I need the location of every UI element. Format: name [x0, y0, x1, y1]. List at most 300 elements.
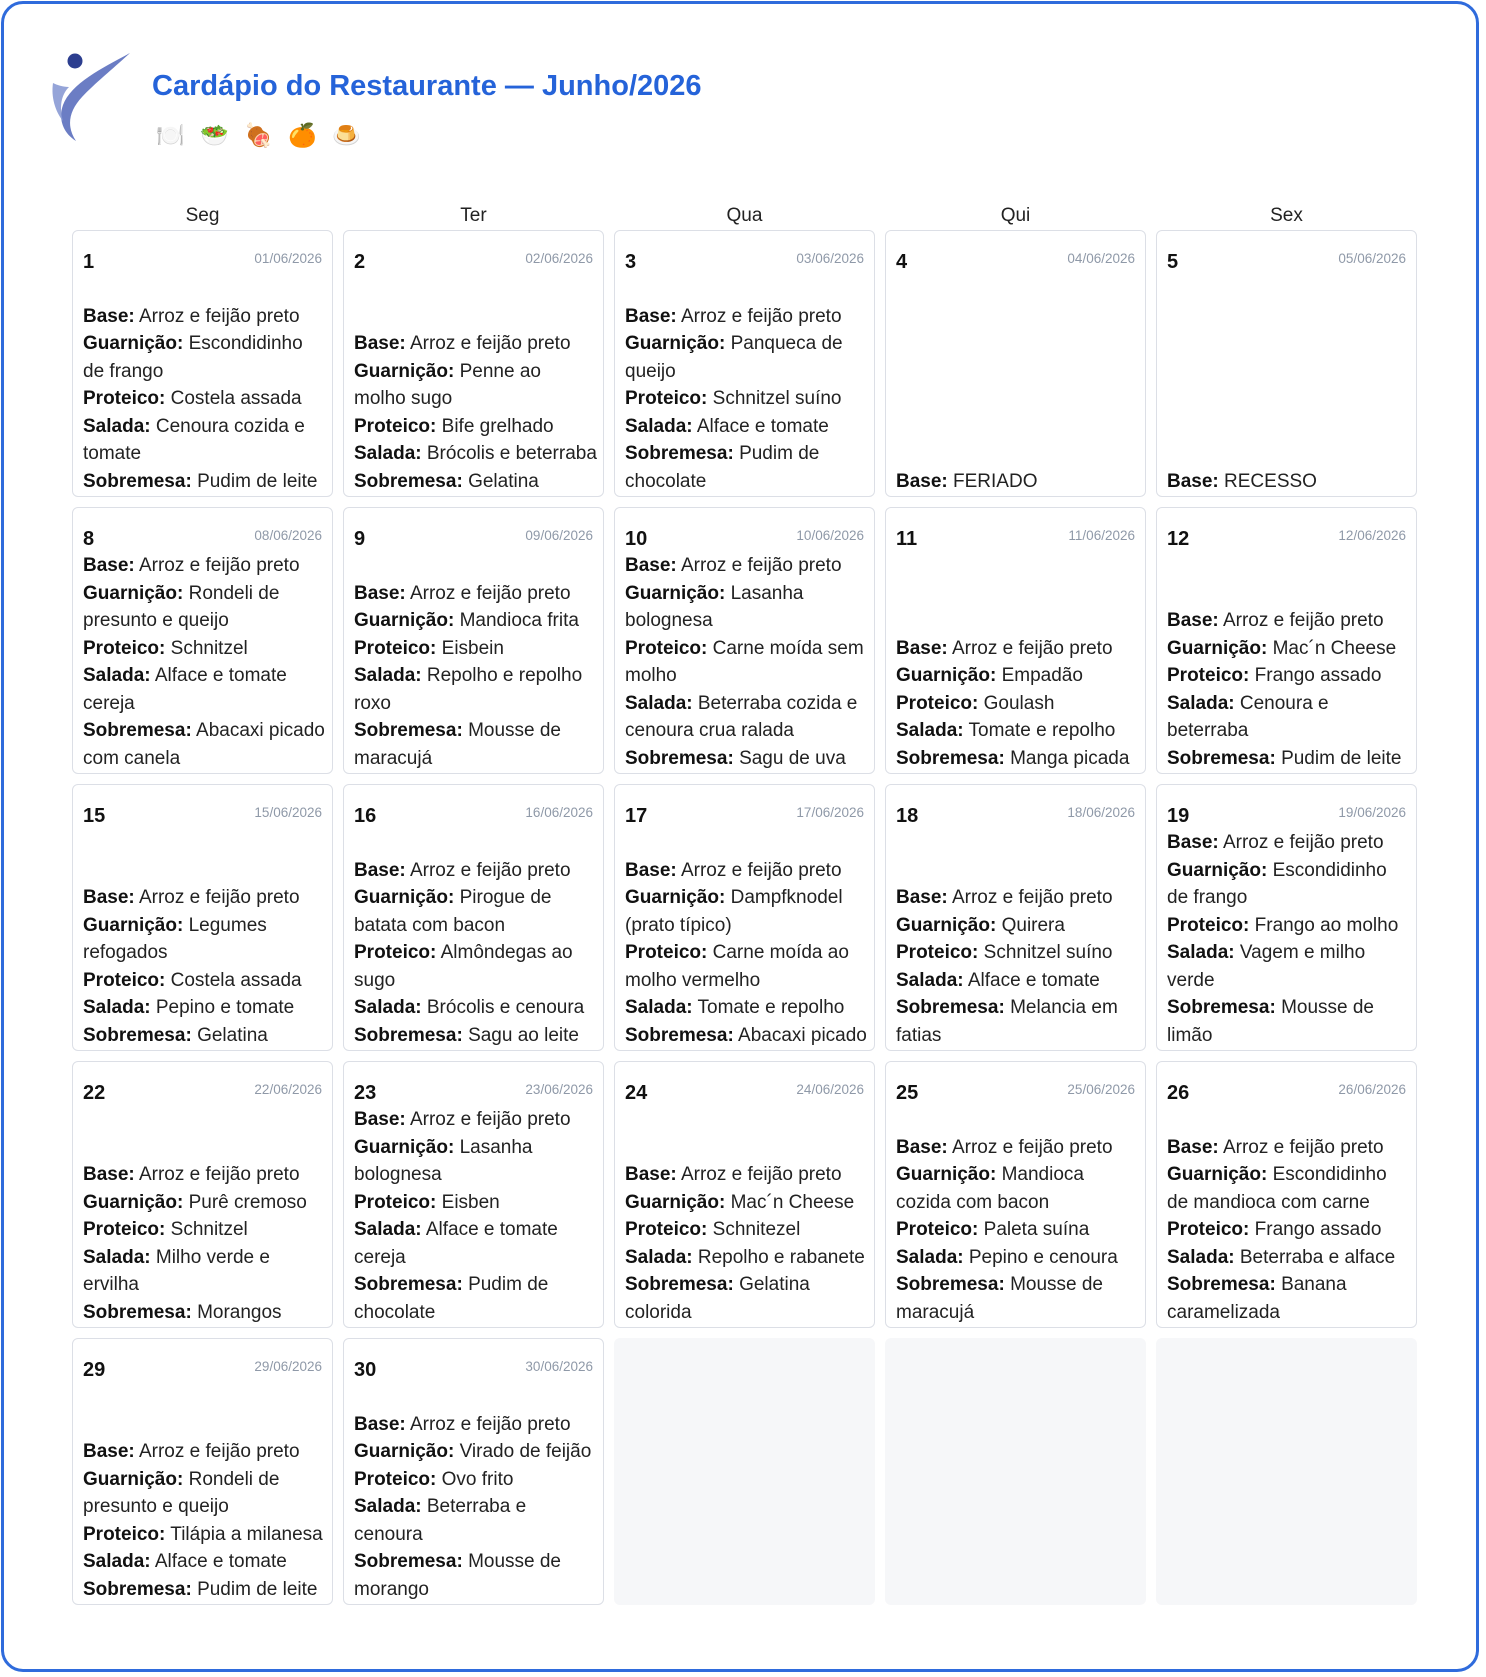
menu-value-salada: Alface e tomate [967, 969, 1100, 991]
day-cell [343, 507, 604, 774]
menu-item-guarnicao [1167, 857, 1410, 912]
menu-item-salada [83, 413, 326, 468]
menu-value-salada: Beterraba e cenoura [354, 1496, 527, 1545]
menu-value-base: Arroz e feijão preto [951, 1136, 1113, 1158]
menu-item-guarnicao [354, 1134, 597, 1189]
menu-label-base: Base: [1167, 610, 1219, 631]
menu-item-proteico [83, 967, 326, 995]
menu-label-sobremesa: Sobremesa: [354, 1551, 463, 1572]
menu-value-salada: Tomate e repolho [697, 997, 845, 1018]
menu-label-proteico: Proteico: [83, 969, 166, 991]
menu-label-salada: Salada: [83, 1551, 151, 1572]
menu-item-guarnicao [354, 607, 597, 635]
menu-value-sobremesa: Pudim de chocolate [625, 443, 820, 492]
menu-item-base [1167, 1134, 1410, 1162]
menu-label-salada: Salada: [625, 692, 693, 714]
menu-label-base: Base: [83, 305, 135, 327]
day-cell [343, 784, 604, 1051]
day-cell [885, 230, 1146, 497]
menu-item-salada [354, 994, 597, 1022]
menu-label-sobremesa: Sobremesa: [625, 1024, 734, 1046]
day-date: 23/06/2026 [525, 1082, 593, 1097]
menu-label-base: Base: [83, 1441, 135, 1462]
menu-item-salada [1167, 939, 1410, 994]
menu-label-proteico: Proteico: [625, 637, 708, 659]
menu-item-sobremesa [1167, 994, 1410, 1049]
menu-label-base: Base: [83, 555, 135, 576]
menu-value-guarnicao: Rondeli de presunto e queijo [83, 1468, 280, 1517]
day-cell [72, 507, 333, 774]
menu-label-proteico: Proteico: [83, 1219, 166, 1240]
menu-label-base: Base: [354, 1413, 406, 1435]
day-cell [72, 230, 333, 497]
menu-label-proteico: Proteico: [354, 1191, 437, 1213]
menu-label-proteico: Proteico: [83, 388, 166, 409]
day-date: 12/06/2026 [1338, 528, 1406, 543]
menu-label-guarnicao: Guarnição: [1167, 637, 1268, 659]
day-number: 30 [354, 1359, 377, 1381]
menu-label-salada: Salada: [83, 665, 151, 686]
day-number: 12 [1167, 528, 1190, 550]
menu-label-salada: Salada: [1167, 942, 1235, 963]
menu-value-salada: Repolho e rabanete [697, 1246, 865, 1268]
menu-value-proteico: Eisben [441, 1191, 500, 1213]
day-cell [343, 1338, 604, 1605]
menu-item-salada [625, 690, 868, 745]
menu-item-salada [896, 967, 1139, 995]
menu-value-base: Arroz e feijão preto [1222, 1136, 1384, 1158]
menu-value-base: RECESSO [1224, 470, 1317, 492]
menu-value-base: Arroz e feijão preto [1222, 832, 1384, 853]
menu-label-base: Base: [354, 1109, 406, 1130]
menu-label-salada: Salada: [83, 415, 151, 437]
day-menu [354, 580, 597, 773]
menu-label-base: Base: [354, 582, 406, 604]
menu-value-sobremesa: Gelatina colorida [625, 1274, 810, 1323]
day-menu [625, 857, 868, 1050]
menu-label-base: Base: [896, 637, 948, 659]
menu-value-proteico: Paleta suína [983, 1219, 1090, 1240]
day-cell [614, 1061, 875, 1328]
day-menu [83, 303, 326, 496]
menu-label-proteico: Proteico: [625, 1219, 708, 1240]
menu-label-base: Base: [354, 333, 406, 354]
menu-value-guarnicao: Panqueca de queijo [625, 333, 843, 382]
menu-label-sobremesa: Sobremesa: [354, 1024, 463, 1046]
menu-value-guarnicao: Purê cremoso [188, 1191, 307, 1213]
day-cell [1156, 1061, 1417, 1328]
day-number: 15 [83, 805, 106, 827]
menu-label-guarnicao: Guarnição: [896, 914, 997, 936]
menu-label-guarnicao: Guarnição: [354, 360, 455, 382]
day-cell [72, 1061, 333, 1328]
day-number: 16 [354, 805, 377, 827]
day-menu [625, 552, 868, 772]
menu-label-sobremesa: Sobremesa: [354, 1274, 463, 1295]
menu-label-guarnicao: Guarnição: [83, 582, 184, 604]
menu-value-sobremesa: Banana caramelizada [1167, 1274, 1347, 1323]
day-cell [1156, 784, 1417, 1051]
menu-value-guarnicao: Escondidinho de frango [1167, 859, 1387, 908]
menu-value-sobremesa: Melancia em fatias [896, 997, 1118, 1046]
menu-value-guarnicao: Rondeli de presunto e queijo [83, 582, 280, 631]
menu-value-base: Arroz e feijão preto [680, 859, 842, 881]
meat-icon: 🍖 [244, 122, 273, 148]
menu-value-guarnicao: Empadão [1001, 665, 1083, 686]
menu-item-base [625, 1161, 868, 1189]
day-date: 05/06/2026 [1338, 251, 1406, 266]
menu-value-base: Arroz e feijão preto [951, 887, 1113, 908]
day-cell [1156, 507, 1417, 774]
day-cell [343, 230, 604, 497]
day-menu [896, 635, 1139, 773]
menu-item-proteico [896, 1216, 1139, 1244]
day-date: 24/06/2026 [796, 1082, 864, 1097]
menu-value-salada: Pepino e cenoura [968, 1246, 1118, 1268]
day-number: 26 [1167, 1082, 1190, 1104]
menu-value-proteico: Costela assada [170, 388, 302, 409]
menu-value-guarnicao: Lasanha bolognesa [354, 1136, 533, 1185]
day-cell [885, 784, 1146, 1051]
day-cell [1156, 230, 1417, 497]
menu-label-guarnicao: Guarnição: [83, 1468, 184, 1490]
menu-value-sobremesa: Pudim de leite [197, 470, 318, 492]
menu-label-base: Base: [896, 1136, 948, 1158]
menu-item-proteico [1167, 1216, 1410, 1244]
menu-value-guarnicao: Lasanha bolognesa [625, 582, 804, 631]
menu-value-salada: Brócolis e cenoura [426, 997, 585, 1018]
menu-value-guarnicao: Virado de feijão [459, 1441, 592, 1462]
day-number: 4 [896, 251, 908, 273]
menu-label-salada: Salada: [354, 997, 422, 1018]
menu-value-base: Arroz e feijão preto [1222, 610, 1384, 631]
menu-value-proteico: Bife grelhado [441, 415, 554, 437]
menu-label-guarnicao: Guarnição: [1167, 859, 1268, 881]
menu-label-base: Base: [625, 555, 677, 576]
menu-label-sobremesa: Sobremesa: [625, 1274, 734, 1295]
menu-item-sobremesa [625, 1022, 868, 1050]
day-date: 02/06/2026 [525, 251, 593, 266]
menu-item-base [896, 1134, 1139, 1162]
menu-label-proteico: Proteico: [354, 637, 437, 659]
menu-label-base: Base: [625, 305, 677, 327]
day-menu [1167, 607, 1410, 772]
menu-item-salada [625, 413, 868, 441]
menu-item-salada [83, 1548, 326, 1576]
day-cell [343, 1061, 604, 1328]
menu-item-guarnicao [896, 1161, 1139, 1216]
menu-item-sobremesa [896, 994, 1139, 1049]
day-date: 19/06/2026 [1338, 805, 1406, 820]
menu-item-salada [83, 994, 326, 1022]
weekday-header [72, 203, 1417, 229]
day-cell [614, 230, 875, 497]
menu-label-proteico: Proteico: [354, 942, 437, 963]
menu-label-salada: Salada: [1167, 1246, 1235, 1268]
menu-item-salada [1167, 690, 1410, 745]
day-number: 2 [354, 251, 366, 273]
menu-item-proteico [1167, 912, 1410, 940]
calendar-grid [72, 230, 1417, 1605]
menu-item-base [354, 330, 597, 358]
menu-label-guarnicao: Guarnição: [83, 1191, 184, 1213]
menu-value-proteico: Schnitzel suíno [712, 388, 842, 409]
menu-item-proteico [83, 1216, 326, 1244]
menu-value-sobremesa: Mousse de maracujá [354, 720, 562, 769]
menu-value-guarnicao: Mac´n Cheese [1272, 637, 1397, 659]
menu-label-proteico: Proteico: [354, 415, 437, 437]
empty-day-cell [1156, 1338, 1417, 1605]
page-title: Cardápio do Restaurante — Junho/2026 [152, 70, 702, 102]
menu-value-base: Arroz e feijão preto [680, 1164, 842, 1185]
menu-label-salada: Salada: [354, 665, 422, 686]
menu-label-salada: Salada: [896, 1246, 964, 1268]
day-number: 23 [354, 1082, 377, 1104]
menu-value-base: Arroz e feijão preto [680, 555, 842, 576]
menu-item-base [83, 1438, 326, 1466]
menu-label-salada: Salada: [896, 720, 964, 741]
menu-item-base [625, 303, 868, 331]
menu-value-salada: Tomate e repolho [968, 720, 1116, 741]
menu-label-sobremesa: Sobremesa: [896, 747, 1005, 769]
menu-value-sobremesa: Gelatina [468, 470, 539, 492]
day-number: 3 [625, 251, 637, 273]
menu-item-proteico [83, 1521, 326, 1549]
menu-item-base [896, 635, 1139, 663]
menu-item-salada [83, 1244, 326, 1299]
day-date: 11/06/2026 [1068, 528, 1135, 543]
menu-label-proteico: Proteico: [625, 388, 708, 409]
menu-item-salada [896, 717, 1139, 745]
day-menu [354, 857, 597, 1050]
day-number: 17 [625, 805, 648, 827]
menu-label-sobremesa: Sobremesa: [83, 470, 192, 492]
menu-label-base: Base: [625, 1164, 677, 1185]
menu-value-guarnicao: Quirera [1001, 914, 1065, 936]
day-number: 22 [83, 1082, 106, 1104]
menu-label-sobremesa: Sobremesa: [896, 997, 1005, 1018]
day-date: 30/06/2026 [525, 1359, 593, 1374]
menu-value-base: Arroz e feijão preto [409, 1413, 571, 1435]
menu-value-guarnicao: Legumes refogados [83, 914, 267, 963]
menu-label-proteico: Proteico: [625, 942, 708, 963]
menu-label-proteico: Proteico: [1167, 665, 1250, 686]
menu-item-sobremesa [83, 468, 326, 496]
menu-item-base [1167, 829, 1410, 857]
day-number: 5 [1167, 251, 1179, 273]
menu-item-guarnicao [625, 330, 868, 385]
day-menu [83, 1161, 326, 1326]
menu-item-sobremesa [83, 717, 326, 772]
day-date: 22/06/2026 [254, 1082, 322, 1097]
menu-value-salada: Brócolis e beterraba [426, 443, 597, 464]
menu-value-salada: Cenoura cozida e tomate [83, 415, 305, 464]
day-number: 11 [896, 528, 918, 550]
menu-item-guarnicao [625, 884, 868, 939]
menu-label-salada: Salada: [354, 1219, 422, 1240]
menu-label-proteico: Proteico: [896, 1219, 979, 1240]
menu-label-sobremesa: Sobremesa: [83, 1301, 192, 1323]
menu-item-salada [354, 1493, 597, 1548]
day-menu [625, 1161, 868, 1326]
menu-label-sobremesa: Sobremesa: [354, 720, 463, 741]
menu-item-guarnicao [354, 1438, 597, 1466]
menu-value-base: FERIADO [953, 470, 1038, 492]
menu-value-proteico: Carne moída ao molho vermelho [625, 942, 849, 991]
menu-label-sobremesa: Sobremesa: [354, 470, 463, 492]
menu-label-sobremesa: Sobremesa: [1167, 997, 1276, 1018]
menu-value-salada: Beterraba e alface [1239, 1246, 1396, 1268]
day-date: 01/06/2026 [254, 251, 322, 266]
menu-label-base: Base: [83, 887, 135, 908]
menu-value-sobremesa: Sagu ao leite [468, 1024, 579, 1046]
day-date: 10/06/2026 [796, 528, 864, 543]
menu-value-proteico: Almôndegas ao sugo [354, 942, 573, 991]
menu-label-guarnicao: Guarnição: [625, 1191, 726, 1213]
menu-item-sobremesa [354, 468, 597, 496]
menu-value-base: Arroz e feijão preto [138, 555, 300, 576]
menu-value-sobremesa: Sagu de uva [739, 747, 846, 769]
weekday-seg: Seg [185, 205, 220, 226]
menu-value-guarnicao: Mac´n Cheese [730, 1191, 855, 1213]
menu-value-proteico: Frango ao molho [1254, 914, 1399, 936]
menu-item-salada [354, 1216, 597, 1271]
day-cell [885, 507, 1146, 774]
menu-value-salada: Milho verde e ervilha [83, 1246, 270, 1295]
menu-item-proteico [83, 385, 326, 413]
weekday-ter: Ter [460, 205, 487, 226]
empty-day-cell [885, 1338, 1146, 1605]
menu-value-base: Arroz e feijão preto [951, 637, 1113, 659]
menu-item-proteico [896, 690, 1139, 718]
menu-value-salada: Vagem e milho verde [1167, 942, 1366, 991]
salad-icon: 🥗 [200, 122, 229, 148]
day-number: 25 [896, 1082, 919, 1104]
day-date: 03/06/2026 [796, 251, 864, 266]
menu-label-proteico: Proteico: [896, 692, 979, 714]
menu-label-guarnicao: Guarnição: [896, 665, 997, 686]
menu-item-proteico [625, 939, 868, 994]
menu-item-sobremesa [896, 745, 1139, 773]
menu-item-proteico [625, 1216, 868, 1244]
day-menu [896, 884, 1139, 1049]
menu-value-sobremesa: Pudim de leite [197, 1578, 318, 1600]
menu-value-base: Arroz e feijão preto [680, 305, 842, 327]
menu-item-proteico [625, 385, 868, 413]
menu-label-base: Base: [1167, 832, 1219, 853]
day-cell [614, 784, 875, 1051]
menu-label-guarnicao: Guarnição: [896, 1164, 997, 1185]
menu-item-guarnicao [1167, 635, 1410, 663]
menu-label-salada: Salada: [354, 1496, 422, 1517]
day-menu [896, 1134, 1139, 1327]
menu-value-base: Arroz e feijão preto [138, 887, 300, 908]
menu-label-sobremesa: Sobremesa: [1167, 747, 1276, 769]
menu-value-salada: Beterraba cozida e cenoura crua ralada [625, 692, 858, 741]
menu-item-guarnicao [625, 580, 868, 635]
menu-label-sobremesa: Sobremesa: [83, 1578, 192, 1600]
menu-item-proteico [354, 1466, 597, 1494]
menu-item-salada [354, 440, 597, 468]
menu-value-guarnicao: Mandioca frita [459, 610, 579, 631]
menu-value-proteico: Schnitzel [170, 1219, 248, 1240]
menu-label-sobremesa: Sobremesa: [896, 1274, 1005, 1295]
day-cell [614, 507, 875, 774]
menu-value-guarnicao: Escondidinho de mandioca com carne [1167, 1164, 1387, 1213]
menu-value-proteico: Goulash [983, 692, 1055, 714]
menu-value-sobremesa: Abacaxi picado com canela [83, 720, 325, 769]
menu-label-guarnicao: Guarnição: [625, 887, 726, 908]
menu-label-base: Base: [896, 887, 948, 908]
day-date: 16/06/2026 [525, 805, 593, 820]
menu-label-sobremesa: Sobremesa: [625, 747, 734, 769]
day-menu [83, 1438, 326, 1603]
menu-label-base: Base: [83, 1164, 135, 1185]
menu-item-base [83, 884, 326, 912]
menu-item-proteico [354, 413, 597, 441]
menu-label-sobremesa: Sobremesa: [83, 720, 192, 741]
menu-value-proteico: Frango assado [1254, 665, 1382, 686]
menu-label-proteico: Proteico: [354, 1468, 437, 1490]
day-cell [72, 784, 333, 1051]
day-date: 17/06/2026 [796, 805, 864, 820]
menu-label-guarnicao: Guarnição: [83, 914, 184, 936]
menu-value-base: Arroz e feijão preto [138, 1441, 300, 1462]
menu-label-sobremesa: Sobremesa: [625, 443, 734, 464]
menu-item-base [1167, 468, 1410, 496]
menu-label-guarnicao: Guarnição: [1167, 1164, 1268, 1185]
menu-label-base: Base: [1167, 1136, 1219, 1158]
day-menu [354, 330, 597, 495]
menu-value-proteico: Ovo frito [441, 1468, 514, 1490]
menu-value-sobremesa: Morangos [197, 1301, 282, 1323]
orange-icon: 🍊 [288, 122, 317, 148]
menu-item-sobremesa [1167, 745, 1410, 773]
menu-item-sobremesa [625, 440, 868, 495]
day-date: 29/06/2026 [254, 1359, 322, 1374]
menu-item-proteico [354, 939, 597, 994]
menu-label-salada: Salada: [625, 997, 693, 1018]
menu-label-guarnicao: Guarnição: [625, 333, 726, 354]
day-menu [625, 303, 868, 496]
menu-item-base [354, 1106, 597, 1134]
menu-item-sobremesa [354, 1271, 597, 1326]
day-number: 10 [625, 528, 648, 550]
menu-label-proteico: Proteico: [83, 637, 166, 659]
menu-item-guarnicao [83, 1466, 326, 1521]
menu-value-salada: Alface e tomate cereja [83, 665, 287, 714]
menu-value-guarnicao: Penne ao molho sugo [354, 360, 541, 409]
menu-item-proteico [354, 635, 597, 663]
day-menu [1167, 468, 1410, 496]
menu-item-guarnicao [896, 662, 1139, 690]
menu-label-guarnicao: Guarnição: [354, 1441, 455, 1462]
menu-item-guarnicao [83, 1189, 326, 1217]
menu-item-base [625, 857, 868, 885]
day-number: 9 [354, 528, 366, 550]
menu-label-guarnicao: Guarnição: [354, 1136, 455, 1158]
menu-label-base: Base: [896, 470, 948, 492]
menu-value-proteico: Carne moída sem molho [625, 637, 864, 686]
menu-item-guarnicao [1167, 1161, 1410, 1216]
menu-value-salada: Cenoura e beterraba [1167, 692, 1329, 741]
day-menu [354, 1106, 597, 1326]
menu-value-proteico: Tilápia a milanesa [170, 1523, 323, 1545]
menu-item-proteico [1167, 662, 1410, 690]
menu-value-base: Arroz e feijão preto [138, 1164, 300, 1185]
menu-value-guarnicao: Pirogue de batata com bacon [354, 887, 552, 936]
weekday-sex: Sex [1270, 205, 1303, 226]
